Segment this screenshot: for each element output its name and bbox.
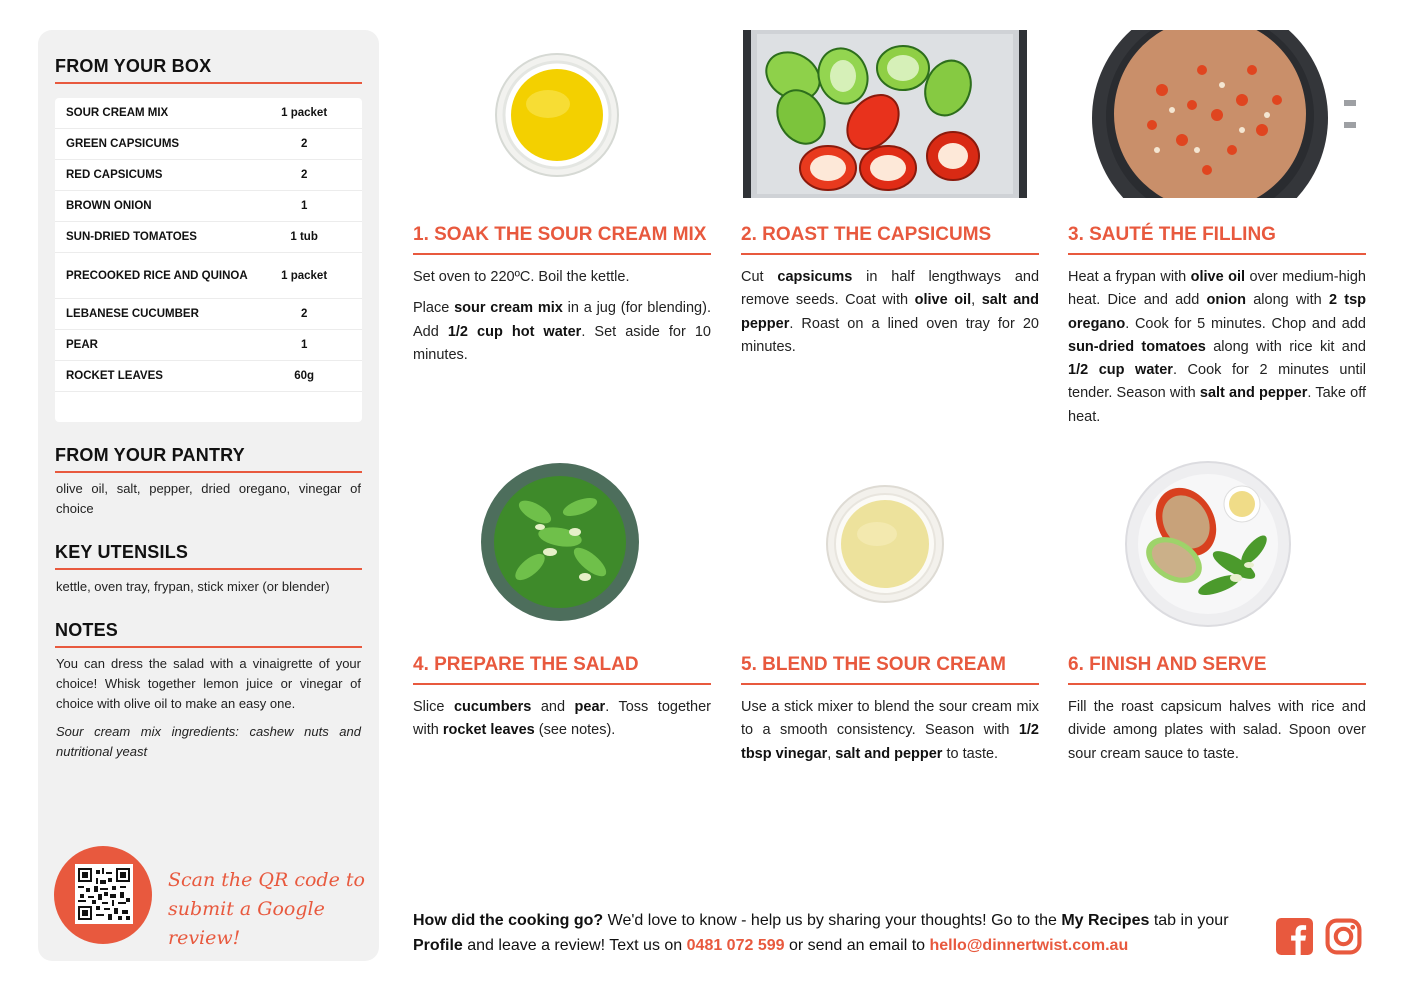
ingredient-qty: 1 — [300, 339, 308, 351]
step-paragraph: Use a stick mixer to blend the sour cream mix to a smooth consistency. Season with 1/2 tbsp vinegar, salt and pepper to taste. — [741, 699, 1039, 762]
saute-filling-photo — [1092, 30, 1362, 200]
step-3-title: 3. SAUTÉ THE FILLING — [1068, 224, 1276, 245]
ingredient-row — [55, 299, 362, 330]
from-your-pantry-heading: FROM YOUR PANTRY — [55, 445, 245, 465]
step-rule — [1068, 683, 1366, 685]
step-6-body — [1068, 696, 1366, 774]
ingredient-name: LEBANESE CUCUMBER — [66, 308, 199, 320]
qr-badge — [54, 846, 152, 944]
step-paragraph: Place sour cream mix in a jug (for blending). Add 1/2 cup hot water. Set aside for 10 minutes. — [413, 300, 711, 363]
footer-question: How did the cooking go? — [413, 912, 604, 929]
ingredient-qty: 1 — [300, 200, 308, 212]
ingredient-qty: 1 tub — [290, 231, 318, 243]
qr-caption-line1: Scan the QR code to — [168, 869, 365, 891]
heading-rule — [55, 568, 362, 570]
ingredient-qty: 2 — [300, 138, 308, 150]
ingredient-row — [55, 160, 362, 191]
ingredient-row — [55, 191, 362, 222]
ingredient-name: BROWN ONION — [66, 200, 152, 212]
profile-text: Profile — [413, 937, 463, 954]
ingredient-name: ROCKET LEAVES — [66, 370, 163, 382]
email-link[interactable]: hello@dinnertwist.com.au — [929, 937, 1129, 954]
step-paragraph: Heat a frypan with olive oil over medium-high heat. Dice and add onion along with 2 tsp oregano. Cook for 5 minutes. Chop and add sun-dried tomatoes along with rice kit and 1/2 cup water. Cook for 2 minutes until tender. Season with salt and pepper. Take off heat. — [1068, 269, 1366, 425]
step-rule — [1068, 253, 1366, 255]
step-5-body — [741, 696, 1039, 774]
step-1-body — [413, 266, 711, 375]
ingredient-qty: 1 packet — [281, 107, 328, 119]
step-paragraph: Slice cucumbers and pear. Toss together with rocket leaves (see notes). — [413, 699, 711, 739]
ingredient-qty: 2 — [300, 308, 308, 320]
step-rule — [413, 683, 711, 685]
step-2-title: 2. ROAST THE CAPSICUMS — [741, 224, 992, 245]
step-rule — [741, 683, 1039, 685]
key-utensils-heading: KEY UTENSILS — [55, 542, 189, 562]
ingredient-qty: 60g — [294, 370, 315, 382]
salad-photo — [480, 462, 640, 622]
notes-heading: NOTES — [55, 620, 119, 640]
sour-cream-soak-photo — [494, 52, 620, 178]
step-4-body — [413, 696, 711, 751]
utensils-text: kettle, oven tray, frypan, stick mixer (or blender) — [56, 579, 330, 594]
ingredients-table — [55, 98, 362, 422]
step-paragraph: Fill the roast capsicum halves with rice and divide among plates with salad. Spoon over sour cream sauce to taste. — [1068, 699, 1366, 762]
from-your-box-heading: FROM YOUR BOX — [55, 56, 212, 76]
step-6-title: 6. FINISH AND SERVE — [1068, 654, 1267, 675]
ingredient-name: SOUR CREAM MIX — [66, 107, 169, 119]
finished-dish-photo — [1124, 460, 1292, 628]
qr-caption-line2: submit a Google review! — [168, 898, 325, 949]
step-1-title: 1. SOAK THE SOUR CREAM MIX — [413, 224, 707, 245]
ingredient-name: RED CAPSICUMS — [66, 169, 163, 181]
footer-text: tab in your — [1149, 912, 1229, 929]
ingredient-name: PEAR — [66, 339, 98, 351]
step-paragraph: Cut capsicums in half lengthways and remove seeds. Coat with olive oil, salt and pepper. Roast on a lined oven tray for 20 minutes. — [741, 269, 1040, 355]
phone-link[interactable]: 0481 072 599 — [686, 937, 785, 954]
ingredient-row — [55, 222, 362, 253]
step-paragraph: Set oven to 220ºC. Boil the kettle. — [413, 269, 630, 285]
step-5-title: 5. BLEND THE SOUR CREAM — [741, 654, 1006, 675]
heading-rule — [55, 471, 362, 473]
step-rule — [741, 253, 1039, 255]
my-recipes-text: My Recipes — [1061, 912, 1150, 929]
step-3-body — [1068, 266, 1366, 437]
ingredient-name: GREEN CAPSICUMS — [66, 138, 180, 150]
ingredient-row — [55, 361, 362, 392]
ingredient-row — [55, 129, 362, 160]
review-footer — [413, 908, 1268, 958]
ingredient-row — [55, 98, 362, 129]
roast-capsicums-photo — [743, 30, 1027, 198]
pantry-text: olive oil, salt, pepper, dried oregano, vinegar of choice — [56, 481, 361, 516]
step-2-body — [741, 266, 1039, 367]
qr-code[interactable] — [75, 864, 133, 924]
blended-sour-cream-photo — [825, 484, 945, 604]
ingredient-row — [55, 330, 362, 361]
ingredient-qty: 2 — [300, 169, 308, 181]
heading-rule — [55, 646, 362, 648]
qr-code-icon — [78, 867, 130, 921]
ingredient-name: PRECOOKED RICE AND QUINOA — [66, 269, 248, 282]
ingredient-qty: 1 packet — [281, 269, 328, 282]
heading-rule — [55, 82, 362, 84]
instagram-icon[interactable] — [1325, 918, 1362, 955]
step-rule — [413, 253, 711, 255]
footer-text: or send an email to — [784, 937, 930, 954]
footer-text: We'd love to know - help us by sharing your thoughts! Go to the — [603, 912, 1062, 929]
notes-italic-text: Sour cream mix ingredients: cashew nuts and nutritional yeast — [56, 724, 361, 759]
ingredient-name: SUN-DRIED TOMATOES — [66, 231, 197, 243]
notes-text: You can dress the salad with a vinaigrette of your choice! Whisk together lemon juice or vinegar of choice with olive oil to make an easy one. — [56, 656, 361, 711]
step-4-title: 4. PREPARE THE SALAD — [413, 654, 639, 675]
qr-caption — [168, 866, 368, 953]
sidebar — [38, 30, 379, 961]
facebook-icon[interactable] — [1276, 918, 1313, 955]
ingredient-row — [55, 253, 362, 299]
footer-text: and leave a review! Text us on — [462, 937, 687, 954]
